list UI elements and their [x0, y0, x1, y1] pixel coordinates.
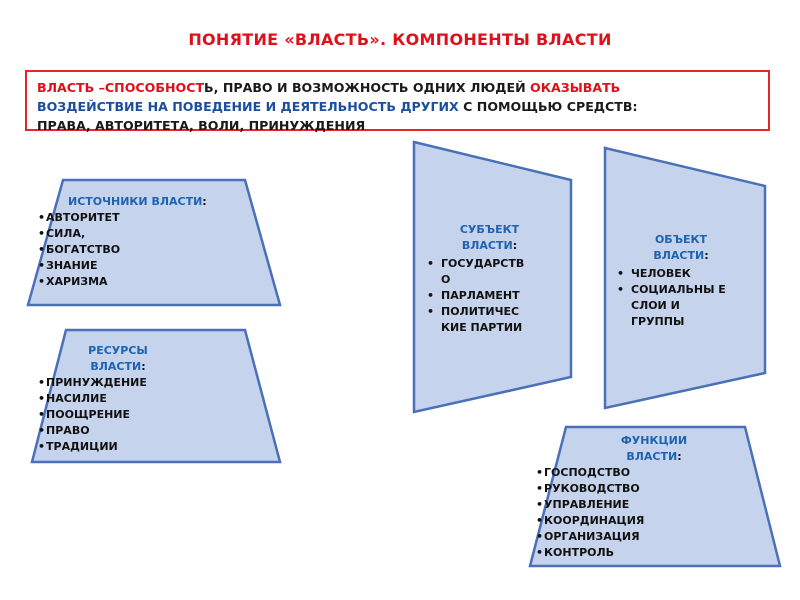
- definition-term: ВЛАСТЬ –СПОСОБНОСТ: [37, 80, 205, 95]
- list-item: • РУКОВОДСТВО: [536, 481, 766, 497]
- sources-list: [38, 210, 268, 290]
- list-item: • УПРАВЛЕНИЕ: [536, 497, 766, 513]
- list-item: • ПРИНУЖДЕНИЕ: [38, 375, 268, 391]
- definition-highlight: ОКАЗЫВАТЬ: [530, 80, 621, 95]
- list-item: • ТРАДИЦИИ: [38, 439, 268, 455]
- functions-heading: ФУНКЦИИ ВЛАСТИ:: [620, 434, 688, 463]
- list-item: • ГОСУДАРСТВ О: [427, 256, 527, 288]
- subject-panel: [427, 222, 552, 336]
- list-item: • КОНТРОЛЬ: [536, 545, 766, 561]
- list-item: • КООРДИНАЦИЯ: [536, 513, 766, 529]
- list-item: • СИЛА,: [38, 226, 268, 242]
- list-item: • ПООЩРЕНИЕ: [38, 407, 268, 423]
- subject-list: [427, 256, 552, 336]
- object-list: [617, 266, 745, 330]
- list-item: • НАСИЛИЕ: [38, 391, 268, 407]
- definition-blue-text: ВОЗДЕЙСТВИЕ НА ПОВЕДЕНИЕ И ДЕЯТЕЛЬНОСТЬ ДРУГИХ: [37, 99, 459, 114]
- list-item: • ОРГАНИЗАЦИЯ: [536, 529, 766, 545]
- page-title: ПОНЯТИЕ «ВЛАСТЬ». КОМПОНЕНТЫ ВЛАСТИ: [188, 30, 612, 49]
- list-item: • ПРАВО: [38, 423, 268, 439]
- definition-text-2: С ПОМОЩЬЮ СРЕДСТВ:: [458, 99, 638, 114]
- list-item: • ЗНАНИЕ: [38, 258, 268, 274]
- resources-panel: [38, 343, 268, 455]
- sources-panel: [38, 194, 268, 290]
- sources-heading: ИСТОЧНИКИ ВЛАСТИ:: [68, 195, 207, 208]
- resources-heading: РЕСУРСЫ ВЛАСТИ:: [88, 344, 148, 373]
- definition-text-3: ПРАВА, АВТОРИТЕТА, ВОЛИ, ПРИНУЖДЕНИЯ: [37, 118, 366, 133]
- functions-panel: [536, 433, 766, 561]
- object-heading: ОБЪЕКТ ВЛАСТИ:: [653, 233, 709, 262]
- resources-list: [38, 375, 268, 455]
- list-item: • АВТОРИТЕТ: [38, 210, 268, 226]
- list-item: • ЧЕЛОВЕК: [617, 266, 745, 282]
- list-item: • ПАРЛАМЕНТ: [427, 288, 552, 304]
- functions-list: [536, 465, 766, 561]
- list-item: • ПОЛИТИЧЕС КИЕ ПАРТИИ: [427, 304, 537, 336]
- list-item: • ХАРИЗМА: [38, 274, 268, 290]
- object-panel: [617, 232, 745, 330]
- list-item: • ГОСПОДСТВО: [536, 465, 766, 481]
- list-item: • СОЦИАЛЬНЫ Е СЛОИ И ГРУППЫ: [617, 282, 731, 330]
- definition-text-1: Ь, ПРАВО И ВОЗМОЖНОСТЬ ОДНИХ ЛЮДЕЙ: [204, 80, 530, 95]
- list-item: • БОГАТСТВО: [38, 242, 268, 258]
- subject-heading: СУБЪЕКТ ВЛАСТИ:: [459, 223, 520, 252]
